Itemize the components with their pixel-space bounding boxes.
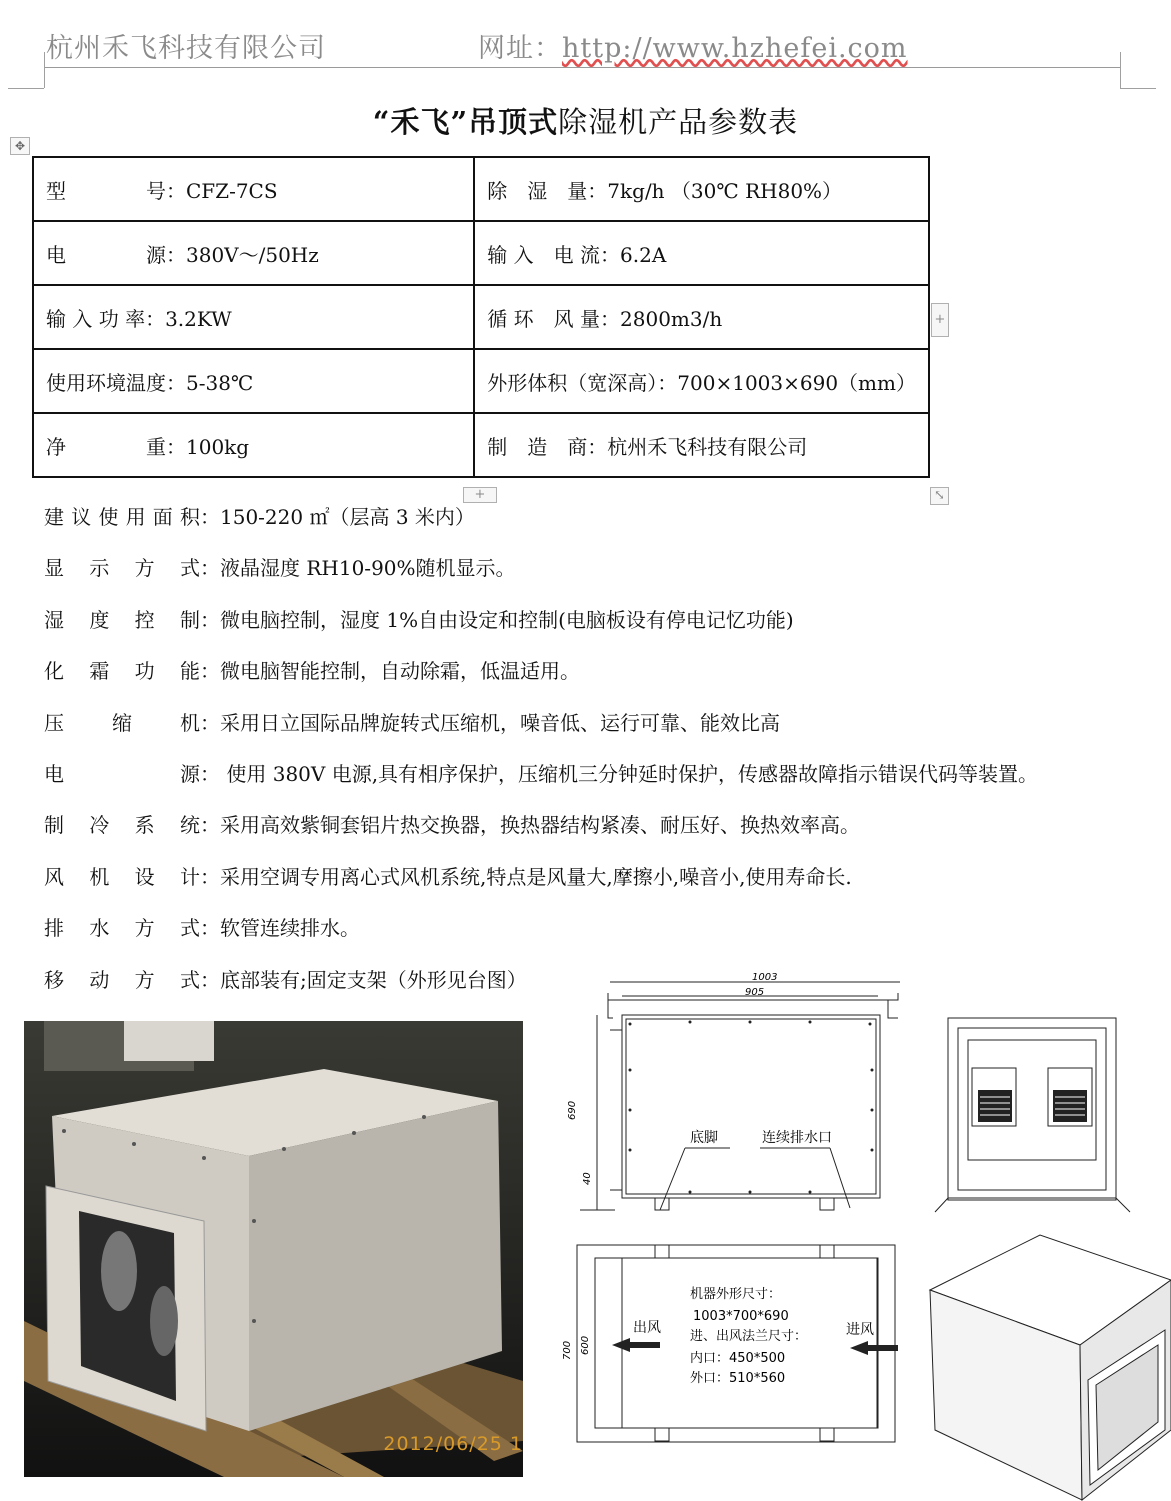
feature-separator: ： xyxy=(200,762,220,787)
feature-separator: ： xyxy=(200,556,220,581)
website-url[interactable]: http://www.hzhefei.com xyxy=(562,33,908,64)
feature-value: 150-220 ㎡（层高 3 米内） xyxy=(220,505,475,529)
feature-value: 使用 380V 电源,具有相序保护，压缩机三分钟延时保护，传感器故障指示错误代码等装置。 xyxy=(220,762,1039,787)
spec-value: CFZ-7CS xyxy=(186,178,278,203)
feature-separator: ： xyxy=(200,659,220,684)
page-title xyxy=(0,100,1171,141)
note-line-2: 1003*700*690 xyxy=(693,1309,789,1324)
isometric-view-drawing xyxy=(930,1235,1171,1500)
spec-cell-right xyxy=(474,413,929,477)
dim-outer-width: 1003 xyxy=(752,972,778,983)
spec-cell-right xyxy=(474,157,929,221)
spec-label: 输 入 电 流： xyxy=(487,242,621,267)
technical-drawings xyxy=(560,960,1171,1501)
side-view-drawing xyxy=(935,1018,1130,1212)
feature-separator: ： xyxy=(200,710,220,735)
label-foot: 底脚 xyxy=(690,1130,718,1146)
header-rule xyxy=(44,67,1120,68)
feature-value: 采用空调专用离心式风机系统,特点是风量大,摩擦小,噪音小,使用寿命长. xyxy=(220,864,852,889)
spec-cell-left xyxy=(33,221,474,285)
feature-separator: ： xyxy=(200,864,220,889)
spec-cell-left xyxy=(33,349,474,413)
feature-value: 软管连续排水。 xyxy=(220,916,360,941)
feature-separator: ： xyxy=(200,505,220,529)
front-view-drawing xyxy=(580,982,900,1210)
spec-value: 2800m3/h xyxy=(620,306,723,331)
spec-label: 循 环 风 量： xyxy=(487,306,621,331)
feature-label: 风机设计 xyxy=(44,864,200,889)
spec-row xyxy=(33,413,929,477)
feature-value: 采用高效紫铜套铝片热交换器，换热器结构紧凑、耐压好、换热效率高。 xyxy=(220,813,860,838)
spec-value: 6.2A xyxy=(620,242,667,267)
spec-cell-right xyxy=(474,349,929,413)
spec-label: 净 重： xyxy=(46,434,186,459)
feature-separator: ： xyxy=(200,916,220,941)
dim-height: 690 xyxy=(567,1100,578,1120)
feature-item xyxy=(44,698,1038,749)
dim-foot: 40 xyxy=(582,1172,593,1185)
spec-value: 100kg xyxy=(186,434,250,459)
crop-mark-left-v xyxy=(44,52,45,88)
feature-label: 显示方式 xyxy=(44,556,200,581)
spec-label: 型 号： xyxy=(46,178,186,203)
dim-depth: 700 xyxy=(562,1340,573,1360)
feature-label: 建议使用面积 xyxy=(44,505,200,529)
spec-cell-right xyxy=(474,285,929,349)
feature-separator: ： xyxy=(200,967,220,992)
crop-mark-right xyxy=(1120,88,1156,89)
add-column-icon[interactable]: + xyxy=(931,303,949,337)
feature-item xyxy=(44,749,1038,800)
photo-date-stamp: 2012/06/25 1 xyxy=(383,1433,523,1455)
feature-separator: ： xyxy=(200,607,220,632)
side-view-fans xyxy=(978,1090,1087,1122)
table-resize-icon[interactable]: ⤡ xyxy=(930,487,949,505)
spec-value: 3.2KW xyxy=(165,306,232,331)
header-company-name: 杭州禾飞科技有限公司 xyxy=(46,33,326,64)
spec-row xyxy=(33,285,929,349)
note-line-1: 机器外形尺寸： xyxy=(690,1287,782,1302)
feature-value: 采用日立国际品牌旋转式压缩机，噪音低、运行可靠、能效比高 xyxy=(220,710,780,735)
note-line-5: 外口：510*560 xyxy=(690,1371,786,1386)
product-photo xyxy=(24,1021,523,1477)
spec-label: 外形体积（宽深高）： xyxy=(487,370,678,395)
feature-item xyxy=(44,903,1038,954)
feature-item xyxy=(44,595,1038,646)
table-move-icon[interactable]: ✥ xyxy=(10,137,30,155)
spec-table xyxy=(32,156,930,478)
feature-separator: ： xyxy=(200,813,220,838)
spec-row xyxy=(33,157,929,221)
website-label: 网址： xyxy=(478,33,562,64)
feature-item xyxy=(44,543,1038,594)
title-rest: 除湿机产品参数表 xyxy=(558,105,799,139)
crop-mark-left xyxy=(8,88,44,89)
title-brand: “禾飞”吊顶式 xyxy=(372,105,559,139)
spec-value: 杭州禾飞科技有限公司 xyxy=(607,434,808,459)
spec-cell-left xyxy=(33,285,474,349)
spec-cell-right xyxy=(474,221,929,285)
spec-value: 5-38℃ xyxy=(186,370,254,395)
label-air-in: 进风 xyxy=(846,1322,874,1338)
spec-cell-left xyxy=(33,413,474,477)
feature-label: 排水方式 xyxy=(44,916,200,941)
feature-label: 移动方式 xyxy=(44,967,200,992)
feature-value: 微电脑控制，湿度 1%自由设定和控制(电脑板设有停电记忆功能) xyxy=(220,607,794,632)
add-row-icon[interactable]: + xyxy=(463,487,497,503)
feature-label: 电源 xyxy=(44,762,200,787)
crop-mark-right-v xyxy=(1120,52,1121,88)
spec-label: 电 源： xyxy=(46,242,186,267)
spec-label: 除 湿 量： xyxy=(487,178,608,203)
label-air-out: 出风 xyxy=(633,1320,661,1336)
feature-value: 微电脑智能控制，自动除霜，低温适用。 xyxy=(220,659,580,684)
header-website xyxy=(478,26,908,65)
dim-inner-depth: 600 xyxy=(580,1335,591,1355)
feature-item xyxy=(44,646,1038,697)
spec-value: 380V～/50Hz xyxy=(186,242,319,267)
note-line-3: 进、出风法兰尺寸： xyxy=(690,1329,808,1344)
label-drain: 连续排水口 xyxy=(762,1130,832,1146)
spec-label: 输 入 功 率： xyxy=(46,306,166,331)
spec-label: 制 造 商： xyxy=(487,434,608,459)
spec-label: 使用环境温度： xyxy=(46,370,186,395)
dim-inner-width: 905 xyxy=(745,987,765,998)
spec-cell-left xyxy=(33,157,474,221)
feature-item xyxy=(44,492,1038,543)
feature-label: 压缩机 xyxy=(44,710,200,735)
dehumidifier-photo-illustration xyxy=(24,1021,523,1477)
feature-item xyxy=(44,800,1038,851)
feature-label: 化霜功能 xyxy=(44,659,200,684)
feature-label: 制冷系统 xyxy=(44,813,200,838)
spec-row xyxy=(33,221,929,285)
feature-list xyxy=(44,492,1038,1006)
note-line-4: 内口：450*500 xyxy=(690,1351,786,1366)
feature-value: 液晶湿度 RH10-90%随机显示。 xyxy=(220,556,516,581)
spec-value: 700×1003×690（mm） xyxy=(677,370,916,395)
feature-item xyxy=(44,852,1038,903)
feature-label: 湿度控制 xyxy=(44,607,200,632)
spec-row xyxy=(33,349,929,413)
feature-value: 底部装有;固定支架（外形见台图） xyxy=(220,967,527,992)
spec-value: 7kg/h （30℃ RH80%） xyxy=(607,178,843,203)
